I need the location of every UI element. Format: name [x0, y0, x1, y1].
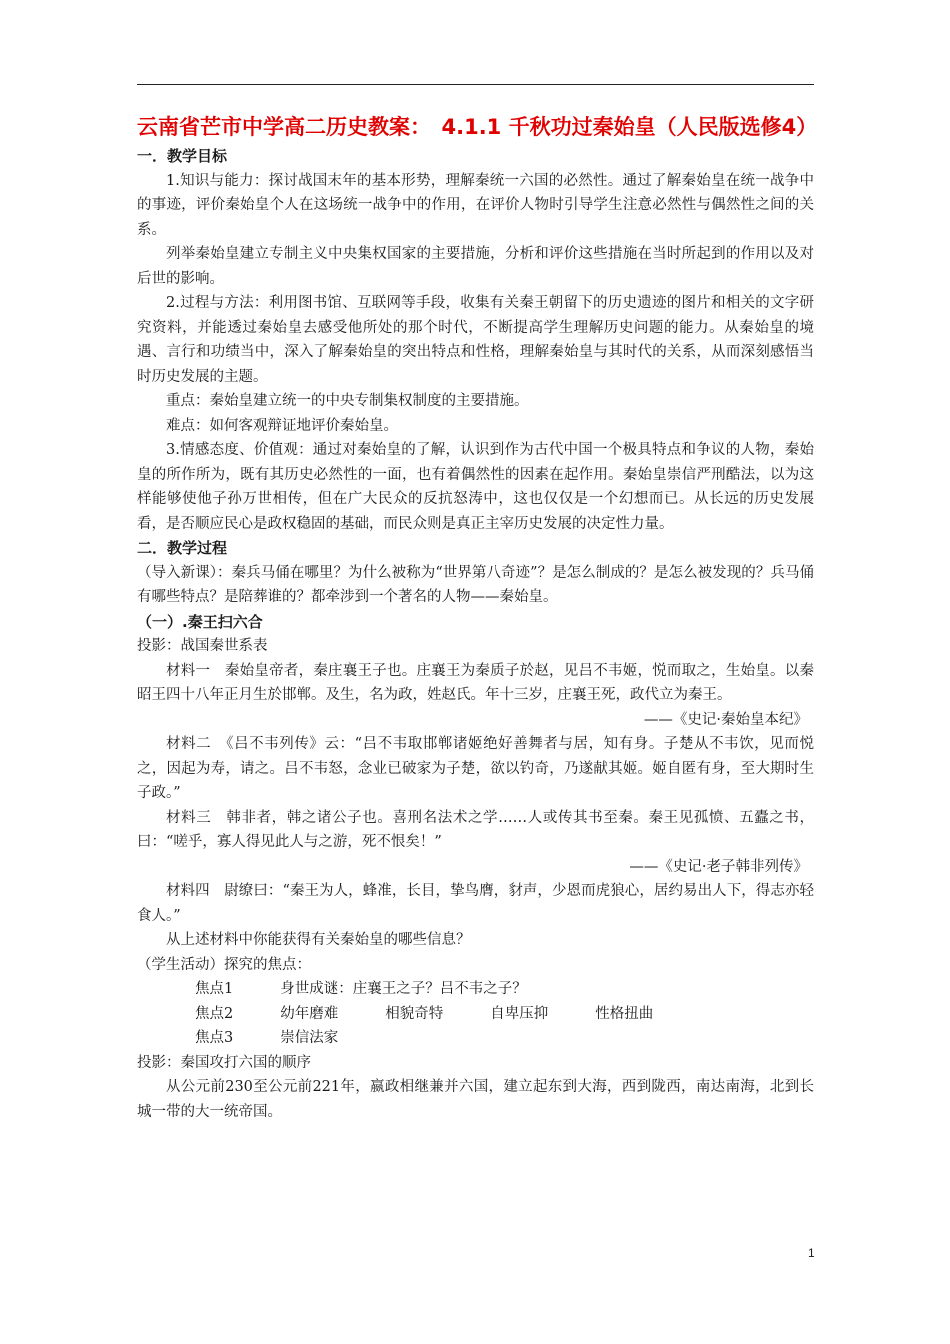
section-heading-process: 二．教学过程 — [137, 539, 228, 557]
focus-text: 幼年磨难 — [280, 1005, 339, 1022]
focus-text: 崇信法家 — [280, 1030, 339, 1046]
paragraph: 1.知识与能力：探讨战国末年的基本形势，理解秦统一六国的必然性。通过了解秦始皇在统一战争中的事迹，评价秦始皇个人在这场统一战争中的作用，在评价人物时引导学生注意必然性与偶然性之间的关系。 — [137, 172, 814, 238]
material-3: 材料三 韩非者，韩之诸公子也。喜刑名法术之学……人或传其书至秦。秦王见孤愤、五蠹之书，曰：“嗟乎，寡人得见此人与之游，死不恨矣！” — [137, 809, 814, 850]
header-rule — [137, 84, 814, 85]
page-number: 1 — [808, 1246, 815, 1260]
material-1: 材料一 秦始皇帝者，秦庄襄王子也。庄襄王为秦质子於赵，见吕不韦姬，悦而取之，生始皇。以秦昭王四十八年正月生於邯郸。及生，名为政，姓赵氏。年十三岁，庄襄王死，政代立为秦王。 — [137, 662, 814, 703]
question: 从上述材料中你能获得有关秦始皇的哪些信息？ — [166, 932, 471, 948]
focus-3 — [137, 1026, 814, 1051]
focus-text: 性格扭曲 — [595, 1005, 654, 1022]
focus-1 — [137, 977, 814, 1002]
paragraph: 2.过程与方法：利用图书馆、互联网等手段，收集有关秦王朝留下的历史遗迹的图片和相关的文字研究资料，并能透过秦始皇去感受他所处的那个时代，不断提高学生理解历史问题的能力。从秦始皇的境遇、言行和功绩当中，深入了解秦始皇的突出特点和性格，理解秦始皇与其时代的关系，从而深刻感悟当时历史发展的主题。 — [137, 295, 814, 385]
document-title: 云南省芒市中学高二历史教案： 4.1.1 千秋功过秦始皇（人民版选修4） — [137, 115, 818, 139]
focus-label: 焦点1 — [195, 981, 234, 997]
material-2: 材料二 《吕不韦列传》云：“吕不韦取邯郸诸姬绝好善舞者与居，知有身。子楚从不韦饮，见而悦之，因起为寿，请之。吕不韦怒，念业已破家为子楚，欲以钓奇，乃遂献其姬。姬自匿有身，至大期时生子政。” — [137, 736, 814, 801]
paragraph: 3.情感态度、价值观：通过对秦始皇的了解，认识到作为古代中国一个极具特点和争议的人物，秦始皇的所作所为，既有其历史必然性的一面，也有着偶然性的因素在起作用。秦始皇崇信严刑酷法，以为这样能够使他子孙万世相传，但在广大民众的反抗怒涛中，这也仅仅是一个幻想而已。从长远的历史发展看，是否顺应民心是政权稳固的基础，而民众则是真正主宰历史发展的决定性力量。 — [137, 442, 814, 532]
focus-2 — [137, 1002, 814, 1027]
section-heading-objectives: 一．教学目标 — [137, 147, 228, 165]
paragraph: 列举秦始皇建立专制主义中央集权国家的主要措施，分析和评价这些措施在当时所起到的作用以及对后世的影响。 — [137, 246, 814, 287]
student-activity: （学生活动）探究的焦点： — [137, 956, 311, 973]
material-4: 材料四 尉缭曰：“秦王为人，蜂准，长目，挚鸟膺，豺声，少恩而虎狼心，居约易出人下，得志亦轻食人。” — [137, 883, 814, 924]
focus-label: 焦点3 — [195, 1030, 234, 1046]
projection-note: 投影：战国秦世系表 — [137, 638, 268, 654]
material-1-source: ——《史记·秦始皇本纪》 — [643, 711, 808, 728]
focus-text: 相貌奇特 — [385, 1005, 444, 1022]
intro-paragraph: （导入新课）：秦兵马俑在哪里？为什么被称为“世界第八奇迹”？是怎么制成的？是怎么被发现的？兵马俑有哪些特点？是陪葬谁的？都牵涉到一个著名的人物——秦始皇。 — [137, 564, 814, 605]
focus-text: 自卑压抑 — [490, 1005, 549, 1022]
paragraph: 从公元前230至公元前221年，嬴政相继兼并六国，建立起东到大海，西到陇西，南达南海，北到长城一带的大一统帝国。 — [137, 1079, 814, 1120]
difficult-point: 难点：如何客观辩证地评价秦始皇。 — [166, 417, 398, 434]
focus-text: 身世成谜：庄襄王之子？吕不韦之子？ — [280, 981, 527, 997]
subsection-heading: （一）.秦王扫六合 — [137, 612, 263, 631]
projection-note: 投影：秦国攻打六国的顺序 — [137, 1054, 311, 1071]
material-3-source: ——《史记·老子韩非列传》 — [629, 858, 808, 875]
focus-label: 焦点2 — [195, 1005, 234, 1022]
document-body — [137, 114, 818, 1124]
key-point: 重点：秦始皇建立统一的中央专制集权制度的主要措施。 — [166, 393, 529, 409]
